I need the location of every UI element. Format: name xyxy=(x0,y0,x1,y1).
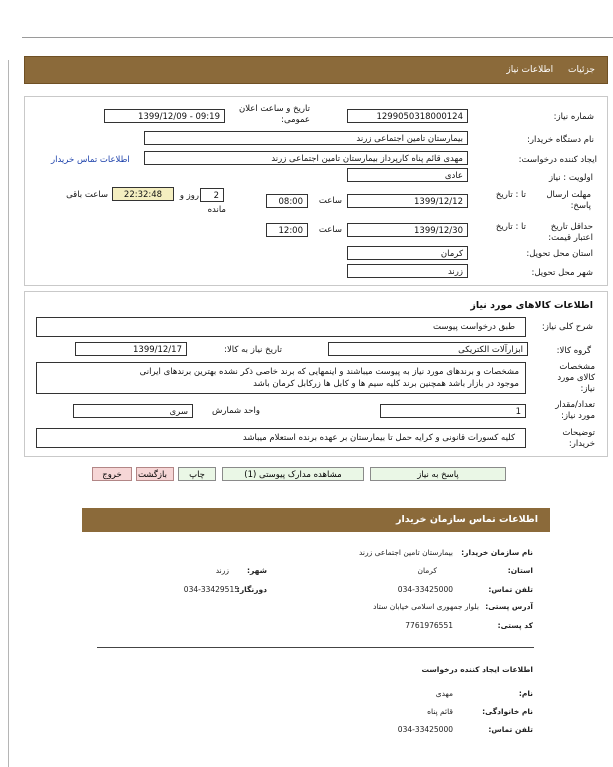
left-divider xyxy=(8,60,9,767)
buyer-org-field: بیمارستان تامین اجتماعی زرند xyxy=(144,131,468,145)
contact-city-value: زرند xyxy=(215,566,229,575)
remaining-label-part2: مانده xyxy=(207,205,226,215)
creator-phone-value: 034-33425000 xyxy=(397,725,453,734)
specs-line-2: موجود در بازار باشد همچنین برند کلیه سیم ها و کابل ها زرکابل کرمان باشد xyxy=(253,379,519,389)
reply-time-field: 08:00 xyxy=(266,194,308,208)
org-name-label: نام سازمان خریدار: xyxy=(461,548,533,557)
print-button[interactable]: چاپ xyxy=(178,467,216,481)
priority-label: اولویت : نیاز xyxy=(548,173,593,183)
need-number-label: شماره نیاز: xyxy=(553,112,594,122)
address-value: بلوار جمهوری اسلامی خیابان ستاد xyxy=(373,602,479,611)
goods-group-label: گروه کالا: xyxy=(556,346,591,356)
contact-city-label: شهر: xyxy=(247,566,267,575)
creator-name-value: مهدی xyxy=(435,689,453,698)
org-name-value: بیمارستان تامین اجتماعی زرند xyxy=(358,548,453,557)
buyer-org-label: نام دستگاه خریدار: xyxy=(527,135,594,145)
creator-name-label: نام: xyxy=(518,689,533,698)
announce-datetime-field: 1399/12/09 - 09:19 xyxy=(104,109,225,123)
fax-label: دورنگار: xyxy=(236,585,267,594)
validity-label: حداقل تاریخ اعتبار قیمت: xyxy=(548,222,593,243)
need-date-label: تاریخ نیاز به کالا: xyxy=(224,345,282,355)
reply-to-need-button[interactable]: پاسخ به نیاز xyxy=(370,467,506,481)
contact-phone-value: 034-33425000 xyxy=(397,585,453,594)
creator-field: مهدی قائم پناه کارپرداز بیمارستان تامین اجتماعی زرند xyxy=(144,151,468,165)
need-number-field: 1299050318000124 xyxy=(347,109,468,123)
reply-date-field: 1399/12/12 xyxy=(347,194,468,208)
buyer-notes-field: کلیه کسورات قانونی و کرایه حمل تا بیمارستان بر عهده برنده استعلام میباشد xyxy=(36,428,526,448)
remaining-label-part1: ساعت باقی xyxy=(66,190,108,200)
goods-section-title: اطلاعات کالاهای مورد نیاز xyxy=(470,300,593,311)
province-label: استان محل تحویل: xyxy=(526,249,593,259)
creator-info-title: اطلاعات ایجاد کننده درخواست xyxy=(421,665,533,674)
contact-province-value: کرمان xyxy=(417,566,437,575)
days-remaining-field: 2 xyxy=(200,188,224,202)
top-divider xyxy=(22,37,613,38)
contact-section-title: اطلاعات تماس سازمان خریدار xyxy=(395,514,538,525)
general-desc-field: طبق درخواست پیوست xyxy=(36,317,526,337)
reply-deadline-label: مهلت ارسال پاسخ: xyxy=(546,190,591,211)
city-label: شهر محل تحویل: xyxy=(531,268,593,278)
buyer-contact-link[interactable]: اطلاعات تماس خریدار xyxy=(51,155,130,165)
validity-until-label: تا : تاریخ xyxy=(495,222,526,232)
unit-label: واحد شمارش xyxy=(212,406,260,416)
address-label: آدرس پستی: xyxy=(485,602,533,611)
announce-datetime-label: تاریخ و ساعت اعلان عمومی: xyxy=(238,104,310,125)
creator-phone-label: تلفن تماس: xyxy=(488,725,533,734)
tab-details[interactable]: جزئیات xyxy=(568,65,595,75)
view-attachments-button[interactable]: مشاهده مدارک پیوستی (1) xyxy=(222,467,364,481)
validity-time-label: ساعت xyxy=(318,225,342,235)
province-field: کرمان xyxy=(347,246,468,260)
contact-divider xyxy=(97,647,534,648)
need-date-field: 1399/12/17 xyxy=(75,342,187,356)
remaining-time-field: 22:32:48 xyxy=(112,187,174,201)
tab-need-info[interactable]: اطلاعات نیاز xyxy=(506,65,554,75)
specs-label: مشخصات کالای مورد نیاز: xyxy=(557,362,595,394)
priority-field: عادی xyxy=(347,168,468,182)
quantity-field: 1 xyxy=(380,404,526,418)
contact-phone-label: تلفن تماس: xyxy=(488,585,533,594)
general-desc-label: شرح کلی نیاز: xyxy=(541,322,593,332)
day-label: روز و xyxy=(179,191,199,201)
buyer-notes-label: توضیحات خریدار: xyxy=(562,428,595,449)
creator-family-value: قائم پناه xyxy=(427,707,453,716)
validity-time-field: 12:00 xyxy=(266,223,308,237)
creator-label: ایجاد کننده درخواست: xyxy=(518,155,597,165)
quantity-label: تعداد/مقدار مورد نیاز: xyxy=(555,400,595,421)
specs-line-1: مشخصات و برندهای مورد نیاز به پیوست میباشند و اینمهایی که برند خاصی ذکر نشده بهترین برندهای ایرانی xyxy=(139,367,519,377)
back-button[interactable]: بازگشت xyxy=(136,467,174,481)
unit-field: سری xyxy=(73,404,193,418)
contact-province-label: استان: xyxy=(507,566,533,575)
goods-group-field: ابزارآلات الکتریکی xyxy=(328,342,528,356)
fax-value: 034-33429515 xyxy=(183,585,239,594)
reply-until-date-label: تا : تاریخ xyxy=(495,190,526,200)
exit-button[interactable]: خروج xyxy=(92,467,132,481)
contact-section-bar xyxy=(82,508,550,532)
reply-time-label: ساعت xyxy=(318,196,342,206)
validity-date-field: 1399/12/30 xyxy=(347,223,468,237)
specs-field xyxy=(36,362,526,394)
details-header-bar xyxy=(24,56,608,84)
postal-code-value: 7761976551 xyxy=(405,621,453,630)
creator-family-label: نام خانوادگی: xyxy=(482,707,533,716)
postal-code-label: کد پستی: xyxy=(497,621,533,630)
city-field: زرند xyxy=(347,264,468,278)
